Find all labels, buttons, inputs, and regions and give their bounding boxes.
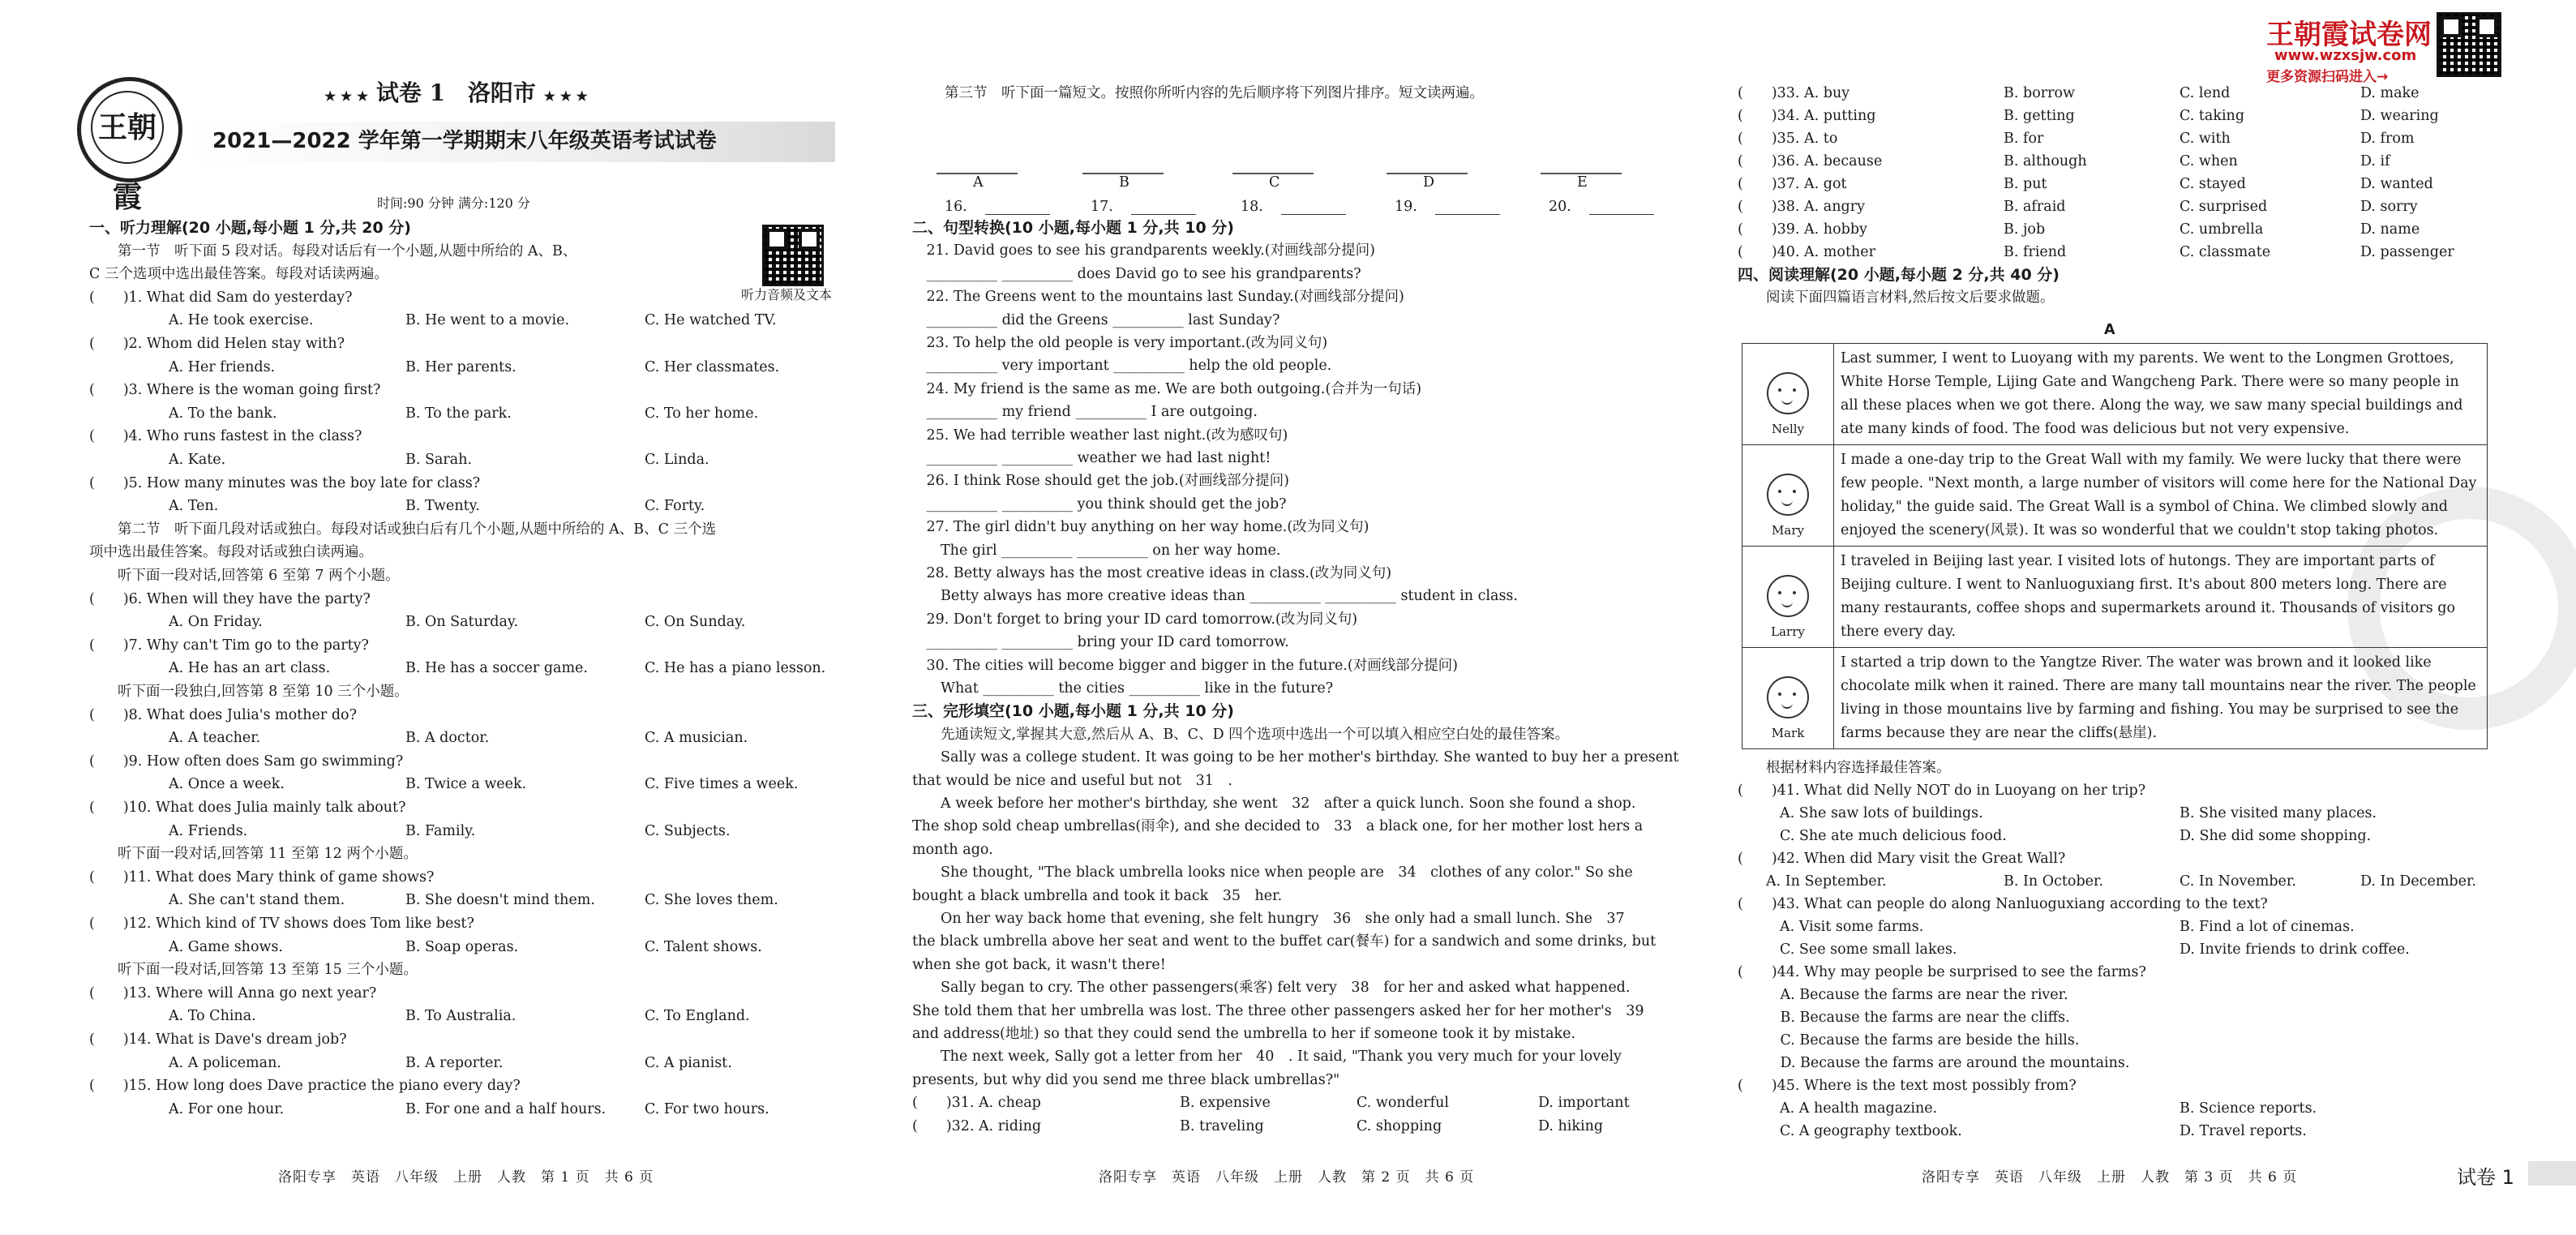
answer-option[interactable]: C. He has a piano lesson. [645,660,826,677]
text-line: The shop sold cheap umbrellas(雨伞), and she decided to 33 a black one, for her mother lost hers a [912,818,1644,835]
text-line: ( )5. How many minutes was the boy late for class? [89,474,481,491]
text-line: 第一节 听下面 5 段对话。每段对话后有一个小题,从题中所给的 A、B、 [89,242,577,259]
text-line: She thought, "The black umbrella looks nice when people are 34 clothes of any color." So she [912,864,1633,881]
listening-picture [1541,109,1622,174]
text-line: ( )10. What does Julia mainly talk about? [89,800,406,816]
stars-right: ★ ★ ★ [543,88,588,104]
text-line: 24. My friend is the same as me. We are both outgoing.(合并为一句话) [912,380,1422,397]
text-line: 听下面一段独白,回答第 8 至第 10 三个小题。 [89,684,409,700]
answer-option[interactable]: A. She saw lots of buildings. [1780,805,1983,821]
answer-option[interactable]: D. wearing [2360,108,2439,124]
answer-option[interactable]: B. borrow [2004,85,2075,101]
answer-option[interactable]: A. On Friday. [169,614,263,631]
exam-title: 试卷 1 [375,79,446,106]
answer-option[interactable]: B. He went to a movie. [405,312,570,329]
text-line: 29. Don't forget to bring your ID card tomorrow.(改为同义句) [912,611,1358,628]
answer-option[interactable]: B. expensive [1180,1095,1271,1112]
text-line: 根据材料内容选择最佳答案。 [1738,760,1951,776]
answer-option[interactable]: A. A teacher. [169,730,261,747]
avatar [1767,676,1809,718]
text-line: ( )44. Why may people be surprised to see the farms? [1738,964,2146,980]
answer-option[interactable]: A. For one hour. [169,1100,285,1117]
order-blank[interactable] [1589,199,1654,215]
answer-option[interactable]: C. She ate much delicious food. [1780,828,2007,844]
text-line: __________ __________ does David go to see his grandparents? [912,265,1361,282]
text-line: A. Because the farms are near the river. [1738,987,2068,1003]
answer-option[interactable]: B. put [2004,176,2047,192]
speaker-cell [1742,547,1834,648]
passage-text: I traveled in Beijing last year. I visited lots of hutongs. They are important parts of Beijing culture. I went to Nanluoguxiang first. It's about 800 meters long. There are many restaurants, coffee shops and supermarkets around it. Thousands of visitors go there every day. [1834,547,2488,648]
text-line: B. Because the farms are near the cliffs. [1738,1010,2070,1026]
text-line: 先通读短文,掌握其大意,然后从 A、B、C、D 四个选项中选出一个可以填入相应空白处的最佳答案。 [912,726,1570,743]
answer-option[interactable]: D. important [1538,1095,1630,1112]
text-line: ( )6. When will they have the party? [89,590,371,607]
order-blank-number: 19. [1395,199,1417,215]
text-line: ( )14. What is Dave's dream job? [89,1031,347,1048]
answer-option[interactable]: B. A doctor. [405,730,490,747]
picture-label: B [1119,174,1129,191]
answer-option[interactable]: B. Twice a week. [405,776,527,793]
answer-option[interactable]: B. She visited many places. [2180,805,2377,821]
footer-page-3: 洛阳专享 英语 八年级 上册 人教 第 3 页 共 6 页 [1922,1169,2298,1186]
answer-option[interactable]: B. job [2004,221,2046,238]
answer-option[interactable]: C. She loves them. [645,892,778,909]
brand-name: 王朝霞试卷网 [2266,19,2432,51]
footer-page-1: 洛阳专享 英语 八年级 上册 人教 第 1 页 共 6 页 [278,1169,654,1186]
text-line: C 三个选项中选出最佳答案。每段对话读两遍。 [89,266,388,283]
answer-option[interactable]: B. traveling [1180,1117,1264,1134]
text-line: The next week, Sally got a letter from her 40 . It said, "Thank you very much for your lovely [912,1048,1622,1066]
time-score: 时间:90 分钟 满分:120 分 [377,195,530,211]
text-line: 听下面一段对话,回答第 6 至第 7 两个小题。 [89,568,400,584]
answer-option[interactable]: C. when [2180,153,2238,169]
text-line: __________ very important __________ help the old people. [912,358,1332,375]
answer-option[interactable]: C. On Sunday. [645,614,746,631]
answer-option[interactable]: D. In December. [2360,873,2476,890]
answer-option[interactable]: B. Soap operas. [405,938,519,955]
answer-option[interactable]: D. if [2360,153,2390,169]
avatar [1767,372,1809,414]
text-line: presents, but why did you send me three black umbrellas?" [912,1071,1340,1088]
avatar [1767,575,1809,617]
answer-option[interactable]: ( )32. A. riding [912,1117,1042,1134]
answer-option[interactable]: A. A policeman. [169,1054,281,1071]
text-line: D. Because the farms are around the mountains. [1738,1055,2130,1071]
text-line: ( )3. Where is the woman going first? [89,382,381,399]
answer-option[interactable]: B. although [2004,153,2087,169]
answer-option[interactable]: C. See some small lakes. [1780,941,1957,958]
text-line: __________ did the Greens __________ last Sunday? [912,311,1280,328]
answer-option[interactable]: A. Visit some farms. [1780,919,1924,935]
answer-option[interactable]: ( )37. A. got [1738,176,1847,192]
answer-option[interactable]: B. To the park. [405,405,512,422]
text-line: 21. David goes to see his grandparents weekly.(对画线部分提问) [912,242,1375,259]
answer-option[interactable]: ( )39. A. hobby [1738,221,1867,238]
answer-option[interactable]: C. To her home. [645,405,759,422]
text-line: She told them that her umbrella was lost. The three other passengers asked her for her mother's 39 [912,1002,1644,1019]
answer-option[interactable]: ( )33. A. buy [1738,85,1850,101]
order-blank[interactable] [1281,199,1346,215]
answer-option[interactable]: C. lend [2180,85,2231,101]
answer-option[interactable]: C. A geography textbook. [1780,1123,1962,1139]
answer-option[interactable]: C. Forty. [645,498,705,515]
answer-option[interactable]: A. He took exercise. [169,312,314,329]
answer-option[interactable]: C. Subjects. [645,822,731,839]
text-line: when she got back, it wasn't there! [912,956,1166,973]
answer-option[interactable]: ( )36. A. because [1738,153,1883,169]
answer-option[interactable]: ( )38. A. angry [1738,199,1865,215]
picture-label: C [1269,174,1280,191]
text-line: ( )1. What did Sam do yesterday? [89,289,353,306]
order-blank[interactable] [1131,199,1196,215]
brand-slogan: 更多资源扫码进入→ [2266,69,2389,85]
text-line: __________ __________ weather we had last night! [912,450,1271,466]
exam-subtitle: 2021—2022 学年第一学期期末八年级英语考试试卷 [212,129,717,153]
order-blank[interactable] [985,199,1050,215]
passage-row [1742,547,2488,648]
answer-option[interactable]: B. In October. [2004,873,2104,890]
order-blank-number: 18. [1241,199,1263,215]
answer-option[interactable]: D. sorry [2360,199,2418,215]
text-line: ( )45. Where is the text most possibly from? [1738,1078,2077,1094]
brand-url[interactable]: www.wzxsjw.com [2274,47,2417,64]
passage-text: I made a one-day trip to the Great Wall with my family. We were lucky that there were few people. "Next month, a large number of visitors will come here for the National Day holiday," the guide said. The Great Wall is a symbol of China. We climbed slowly and enjoyed the scenery(风景). It was so wonderful that we couldn't stop taking photos. [1834,445,2488,547]
answer-option[interactable]: D. Travel reports. [2180,1123,2307,1139]
answer-option[interactable]: C. taking [2180,108,2245,124]
text-line: The girl __________ __________ on her way home. [912,542,1281,559]
text-line: ( )11. What does Mary think of game shows? [89,868,435,886]
listening-picture [1082,109,1164,174]
answer-option[interactable]: C. Five times a week. [645,776,799,793]
text-line: C. Because the farms are beside the hills. [1738,1032,2080,1048]
text-line: ( )15. How long does Dave practice the piano every day? [89,1078,521,1095]
answer-option[interactable]: ( )35. A. to [1738,131,1838,147]
answer-option[interactable]: B. He has a soccer game. [405,660,588,677]
footer-page-2: 洛阳专享 英语 八年级 上册 人教 第 2 页 共 6 页 [1099,1169,1475,1186]
answer-option[interactable]: C. Linda. [645,452,709,468]
text-line: ( )7. Why can't Tim go to the party? [89,637,369,654]
text-line: bought a black umbrella and took it back 35 her. [912,887,1283,904]
order-blank-number: 16. [945,199,967,215]
passage-row [1742,445,2488,547]
answer-option[interactable]: C. Talent shows. [645,938,762,955]
answer-option[interactable]: A. He has an art class. [169,660,331,677]
text-line: 听下面一段对话,回答第 13 至第 15 三个小题。 [89,962,418,979]
corner-tab [2528,1161,2576,1186]
passage-row [1742,648,2488,749]
passage-label: A [2104,322,2115,338]
answer-option[interactable]: B. Her parents. [405,358,516,375]
text-line: month ago. [912,841,993,858]
passage-text: I started a trip down to the Yangtze River. The water was brown and it looked like chocolate milk when it rained. There are many tall mountains near the river. The people living in those mountains live by farming and fishing. You may be surprised to see the farms because they are near the cliffs(悬崖). [1834,648,2488,749]
passage-row [1742,344,2488,445]
section-heading: 四、阅读理解(20 小题,每小题 2 分,共 40 分) [1738,266,2060,284]
answer-option[interactable]: B. for [2004,131,2044,147]
order-blank-number: 17. [1091,199,1113,215]
answer-option[interactable]: C. surprised [2180,199,2268,215]
answer-option[interactable]: B. Twenty. [405,498,480,515]
text-line: 27. The girl didn't buy anything on her way home.(改为同义句) [912,519,1369,536]
text-line: ( )9. How often does Sam go swimming? [89,753,404,770]
listening-picture [937,109,1018,174]
text-line: 26. I think Rose should get the job.(对画线部分提问) [912,473,1289,490]
text-line: and address(地址) so that they could send the umbrella to her if someone took it by mistake. [912,1026,1576,1042]
answer-option[interactable]: A. She can't stand them. [169,892,345,909]
answer-option[interactable]: C. He watched TV. [645,312,777,329]
order-blank-number: 20. [1549,199,1571,215]
text-line: 项中选出最佳答案。每段对话或独白读两遍。 [89,544,373,561]
text-line: ( )13. Where will Anna go next year? [89,984,377,1001]
text-line: 28. Betty always has the most creative ideas in class.(改为同义句) [912,565,1392,581]
city-name: 洛阳市 [467,79,536,106]
answer-option[interactable]: B. getting [2004,108,2075,124]
listening-picture [1387,109,1468,174]
logo-text: 王朝霞 [91,91,164,164]
text-line: the black umbrella above her seat and went to the buffet car(餐车) for a sandwich and some drinks, but [912,933,1657,950]
answer-option[interactable]: B. Family. [405,822,476,839]
reading-passage-a-table [1742,343,2488,749]
speaker-name: Larry [1771,624,1805,639]
answer-option[interactable]: D. from [2360,131,2415,147]
text-line: 阅读下面四篇语言材料,然后按文后要求做题。 [1738,289,2055,306]
answer-option[interactable]: C. wonderful [1357,1095,1449,1112]
answer-option[interactable]: C. A pianist. [645,1054,732,1071]
text-line: ( )43. What can people do along Nanluoguxiang according to the text? [1738,896,2268,912]
text-line: 25. We had terrible weather last night.(改为感叹句) [912,427,1288,444]
passage-text: Last summer, I went to Luoyang with my parents. We went to the Longmen Grottoes, White Horse Temple, Lijing Gate and Wangcheng Park. There were so many people in all these places when we got there. Along the way, we saw many special buildings and ate many kinds of food. The food was delicious but not very expensive. [1834,344,2488,445]
answer-option[interactable]: A. In September. [1738,873,1887,890]
answer-option[interactable]: B. She doesn't mind them. [405,892,595,909]
answer-option[interactable]: D. hiking [1538,1117,1604,1134]
answer-option[interactable]: A. Friends. [169,822,248,839]
text-line: Sally was a college student. It was going to be her mother's birthday. She wanted to buy her a present [912,749,1679,766]
answer-option[interactable]: B. Find a lot of cinemas. [2180,919,2355,935]
text-line: that would be nice and useful but not 31 . [912,772,1232,789]
text-line: ( )8. What does Julia's mother do? [89,706,357,723]
listening-picture [1232,109,1314,174]
answer-option[interactable]: A. A health magazine. [1780,1100,1938,1117]
answer-option[interactable]: C. shopping [1357,1117,1442,1134]
answer-option[interactable]: A. To China. [169,1008,256,1025]
speaker-name: Mark [1771,726,1805,740]
answer-option[interactable]: B. A reporter. [405,1054,504,1071]
text-line: Betty always has more creative ideas than __________ __________ student in class. [912,588,1518,605]
picture-label: A [973,174,984,191]
picture-label: E [1577,174,1588,191]
answer-option[interactable]: A. Once a week. [169,776,285,793]
text-line: Sally began to cry. The other passengers(乘客) felt very 38 for her and asked what happened. [912,980,1631,997]
answer-option[interactable]: C. A musician. [645,730,748,747]
text-line: __________ my friend __________ I are outgoing. [912,404,1258,421]
answer-option[interactable]: C. In November. [2180,873,2296,890]
text-line: What __________ the cities __________ like in the future? [912,680,1334,697]
answer-option[interactable]: D. name [2360,221,2420,238]
speaker-cell [1742,445,1834,547]
corner-label: 试卷 1 [2457,1166,2514,1189]
stars-left: ★ ★ ★ [324,88,369,104]
answer-option[interactable]: B. friend [2004,244,2067,260]
text-line: ( )42. When did Mary visit the Great Wall? [1738,851,2066,867]
text-line: ( )2. Whom did Helen stay with? [89,336,345,352]
answer-option[interactable]: D. wanted [2360,176,2433,192]
answer-option[interactable]: C. To England. [645,1008,750,1025]
text-line: 22. The Greens went to the mountains last Sunday.(对画线部分提问) [912,289,1404,306]
answer-option[interactable]: A. Ten. [169,498,219,515]
answer-option[interactable]: B. Sarah. [405,452,473,468]
answer-option[interactable]: D. passenger [2360,244,2454,260]
answer-option[interactable]: ( )31. A. cheap [912,1095,1041,1112]
text-line: 第二节 听下面几段对话或独白。每段对话或独白后有几个小题,从题中所给的 A、B、C 三个选 [89,521,717,538]
text-line: On her way back home that evening, she felt hungry 36 she only had a small lunch. She 37 [912,911,1625,927]
speaker-cell [1742,344,1834,445]
text-line: ( )12. Which kind of TV shows does Tom like best? [89,916,474,932]
text-line: A week before her mother's birthday, she went 32 after a quick lunch. Soon she found a shop. [912,795,1636,812]
answer-option[interactable]: B. afraid [2004,199,2066,215]
answer-option[interactable]: B. For one and a half hours. [405,1100,606,1117]
answer-option[interactable]: D. make [2360,85,2420,101]
text-line: __________ __________ bring your ID card tomorrow. [912,634,1289,651]
text-line: 30. The cities will become bigger and bigger in the future.(对画线部分提问) [912,657,1459,674]
answer-option[interactable]: A. Her friends. [169,358,276,375]
answer-option[interactable]: C. Her classmates. [645,358,780,375]
text-line: ( )41. What did Nelly NOT do in Luoyang on her trip? [1738,783,2146,799]
answer-option[interactable]: D. Invite friends to drink coffee. [2180,941,2410,958]
order-blank[interactable] [1435,199,1500,215]
answer-option[interactable]: C. classmate [2180,244,2271,260]
avatar [1767,474,1809,516]
answer-option[interactable]: A. To the bank. [169,405,277,422]
answer-option[interactable]: A. Kate. [169,452,226,468]
answer-option[interactable]: B. To Australia. [405,1008,516,1025]
speaker-name: Nelly [1771,422,1805,436]
answer-option[interactable]: C. For two hours. [645,1100,769,1117]
qr-caption: 听力音频及文本 [741,287,833,302]
page-2-column [912,0,1679,1235]
speaker-name: Mary [1772,523,1804,538]
page-1-column [89,0,851,1235]
answer-option[interactable]: ( )40. A. mother [1738,244,1875,260]
answer-option[interactable]: C. with [2180,131,2231,147]
text-line: ( )4. Who runs fastest in the class? [89,428,362,445]
text-line: 23. To help the old people is very important.(改为同义句) [912,335,1328,351]
answer-option[interactable]: ( )34. A. putting [1738,108,1876,124]
answer-option[interactable]: A. Game shows. [169,938,283,955]
answer-option[interactable]: B. On Saturday. [405,614,519,631]
section-3-instruction: 第三节 听下面一篇短文。按照你所听内容的先后顺序将下列图片排序。短文读两遍。 [945,85,1484,101]
section-heading: 三、完形填空(10 小题,每小题 1 分,共 10 分) [912,702,1234,721]
text-line: __________ __________ you think should get the job? [912,495,1287,512]
answer-option[interactable]: C. stayed [2180,176,2246,192]
answer-option[interactable]: D. She did some shopping. [2180,828,2372,844]
answer-option[interactable]: C. umbrella [2180,221,2264,238]
text-line: 听下面一段对话,回答第 11 至第 12 两个小题。 [89,846,418,863]
section-heading: 二、句型转换(10 小题,每小题 1 分,共 10 分) [912,219,1234,237]
picture-label: D [1423,174,1435,191]
answer-option[interactable]: B. Science reports. [2180,1100,2317,1117]
section-heading: 一、听力理解(20 小题,每小题 1 分,共 20 分) [89,219,411,237]
speaker-cell [1742,648,1834,749]
